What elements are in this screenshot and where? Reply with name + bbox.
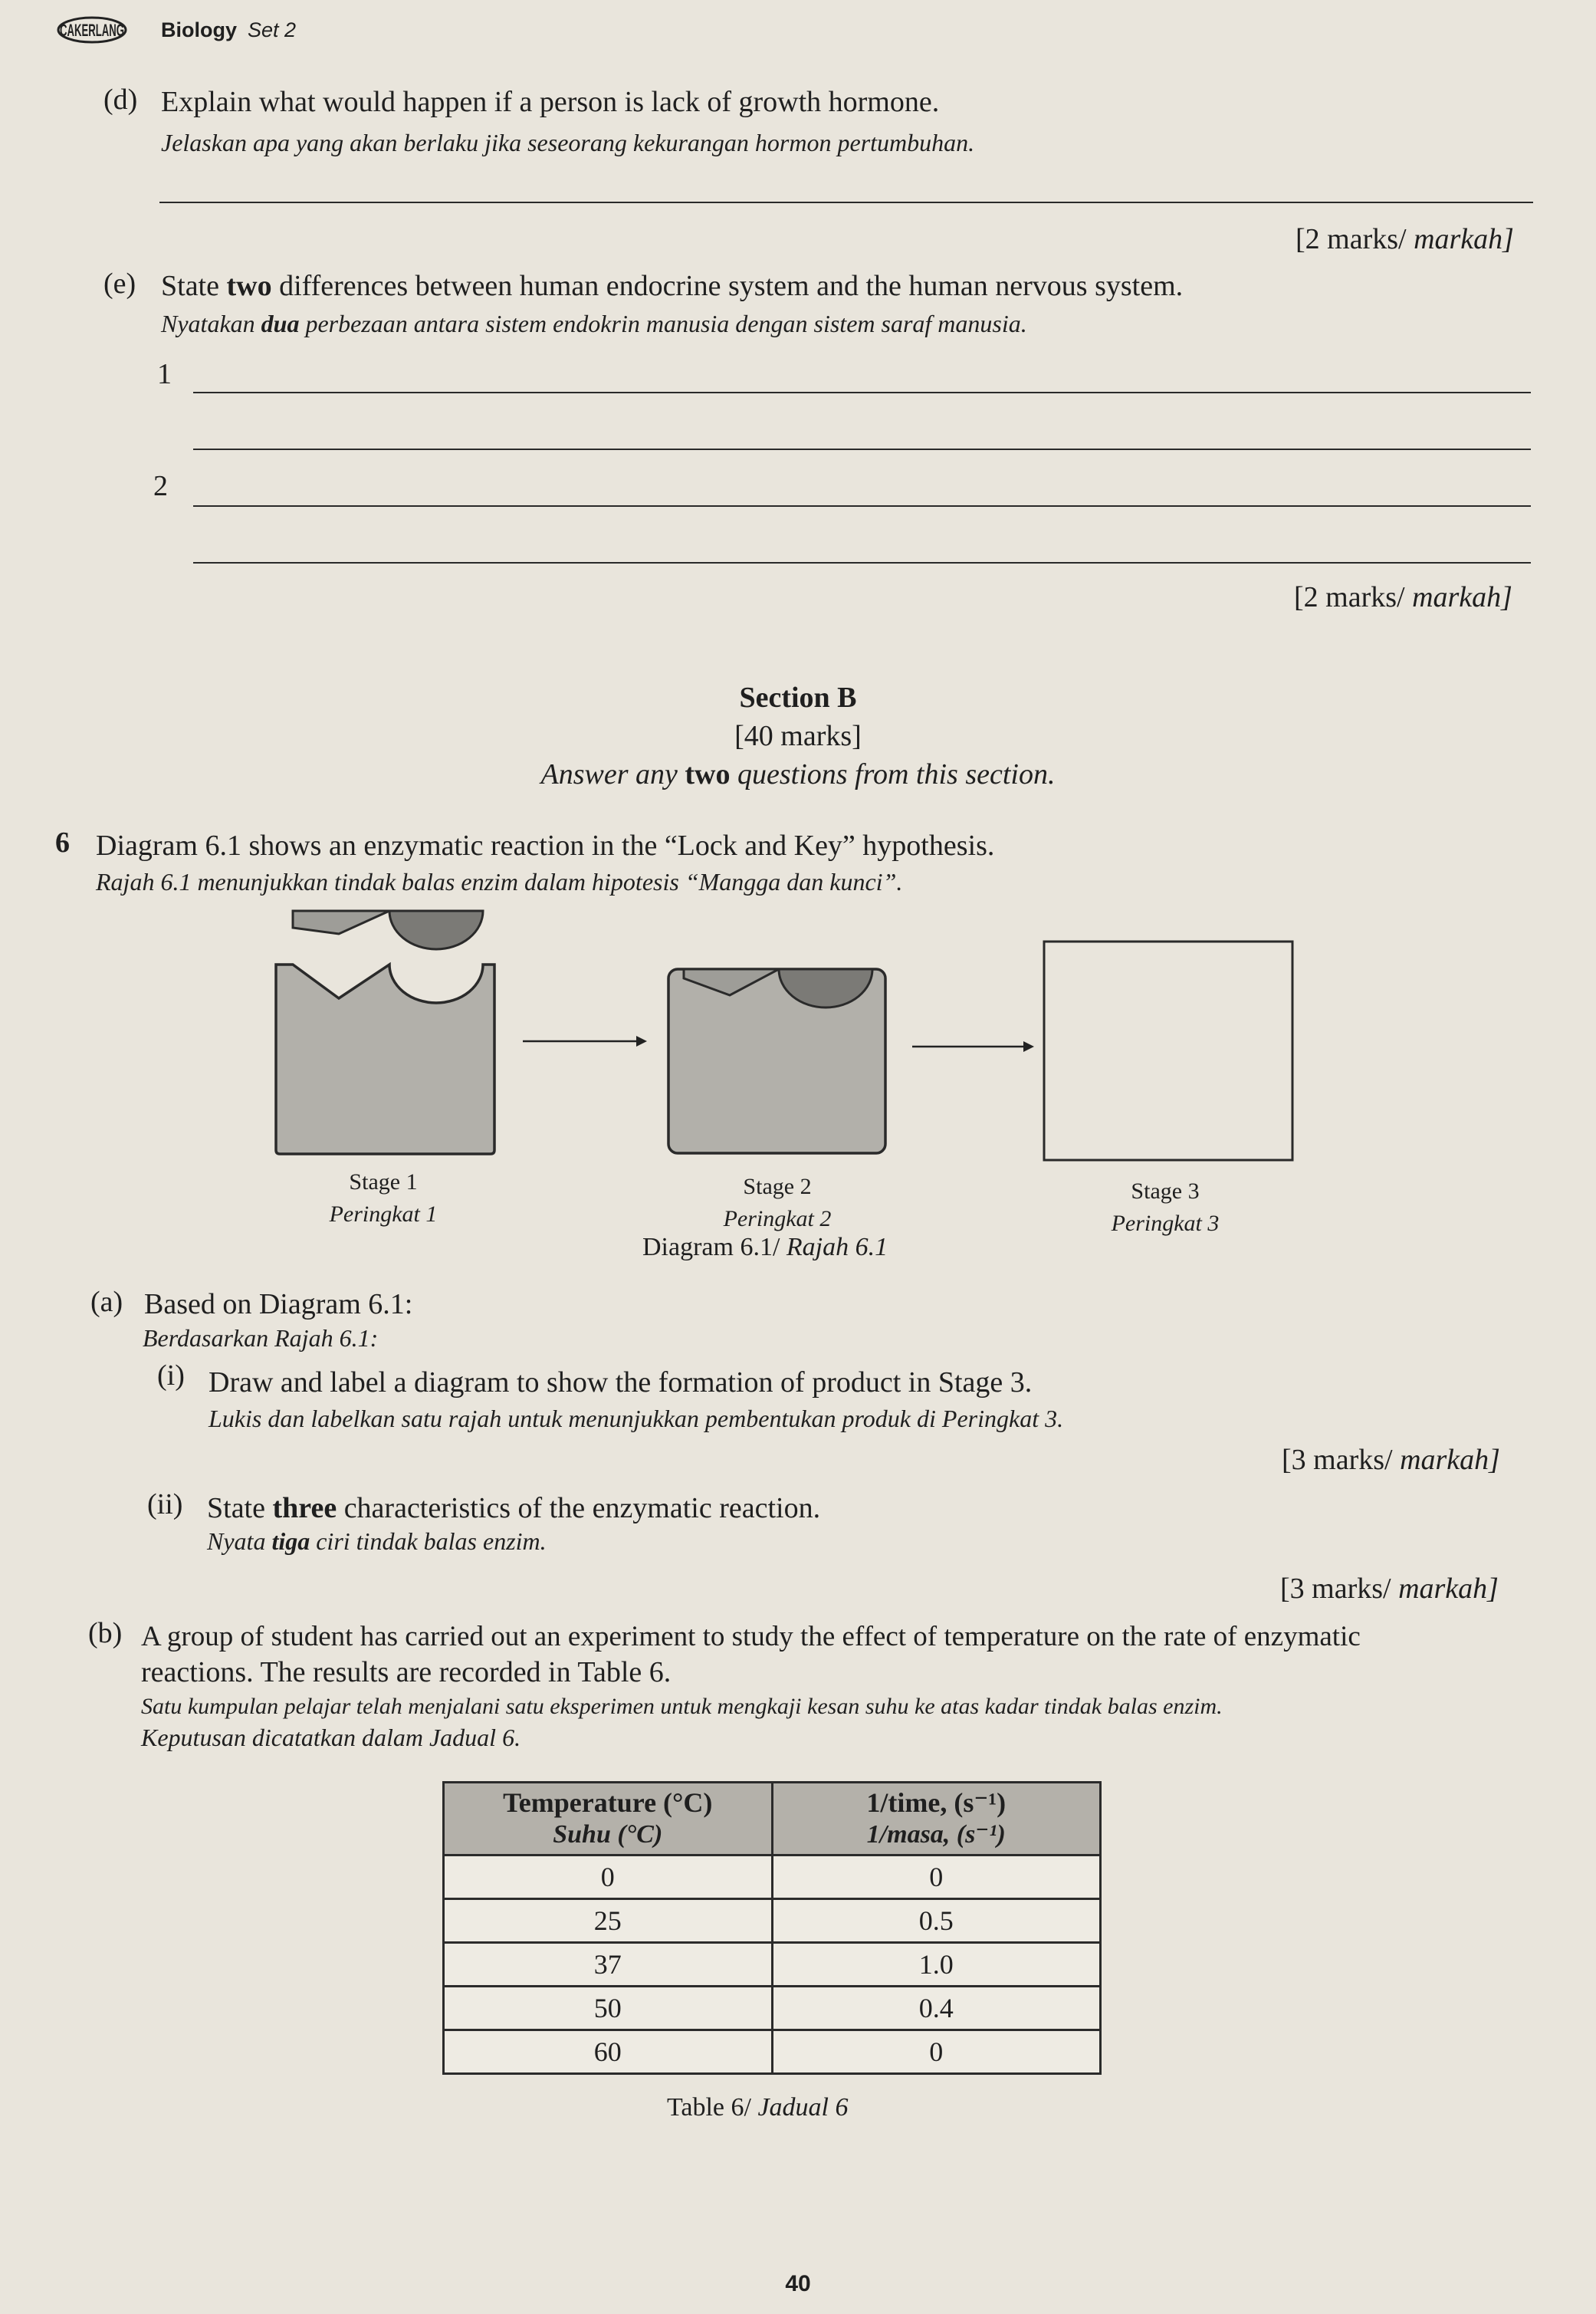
rate-cell: 0.4 (772, 1987, 1101, 2030)
q5e-label: (e) (103, 268, 136, 300)
answer-line[interactable] (159, 202, 1533, 203)
q6a-text-ms: Berdasarkan Rajah 6.1: (143, 1324, 379, 1352)
q6ai-marks: [3 marks/ markah] (1282, 1444, 1500, 1476)
q6b-text-ms-1: Satu kumpulan pelajar telah menjalani satu eksperimen untuk mengkaji kesan suhu ke atas kadar tindak balas enzim. (141, 1694, 1223, 1719)
q6-text-en: Diagram 6.1 shows an enzymatic reaction in the “Lock and Key” hypothesis. (96, 830, 995, 862)
table-header-row (444, 1783, 1101, 1855)
q6-number: 6 (55, 827, 70, 859)
enzyme-substrate-complex (668, 969, 885, 1153)
q6-text-ms: Rajah 6.1 menunjukkan tindak balas enzim dalam hipotesis “Mangga dan kunci”. (96, 868, 903, 896)
table-row (444, 1855, 1101, 1899)
arrow-icon (912, 1041, 1034, 1052)
page-number: 40 (785, 2271, 811, 2296)
q6b-text-en-1: A group of student has carried out an experiment to study the effect of temperature on the rate of enzymatic (141, 1621, 1361, 1652)
temperature-cell: 60 (444, 2030, 773, 2074)
temperature-cell: 50 (444, 1987, 773, 2030)
subject-title: Biology (161, 18, 237, 41)
q6aii-text-ms: Nyata tiga ciri tindak balas enzim. (207, 1527, 547, 1555)
table-caption: Table 6/ Jadual 6 (667, 2093, 849, 2122)
diagram-caption: Diagram 6.1/ Rajah 6.1 (642, 1233, 888, 1261)
table-row (444, 1987, 1101, 2030)
answer-line[interactable] (193, 392, 1531, 393)
q5d-marks: [2 marks/ markah] (1296, 223, 1514, 255)
q5e-text-ms: Nyatakan dua perbezaan antara sistem endokrin manusia dengan sistem saraf manusia. (161, 310, 1027, 337)
answer-line[interactable] (193, 449, 1531, 450)
temperature-cell: 37 (444, 1943, 773, 1987)
rate-cell: 0 (772, 2030, 1101, 2074)
stage-3-caption: Stage 3 Peringkat 3 (1111, 1178, 1220, 1236)
q6b-text-ms-2: Keputusan dicatatkan dalam Jadual 6. (141, 1724, 521, 1751)
q5e-text-en: State two differences between human endocrine system and the human nervous system. (161, 270, 1184, 302)
stage-1-caption: Stage 1 Peringkat 1 (329, 1169, 438, 1227)
q5d-text-en: Explain what would happen if a person is lack of growth hormone. (161, 86, 940, 118)
set-label: Set 2 (248, 18, 297, 41)
q6b-label: (b) (88, 1617, 123, 1649)
q6ai-text-en: Draw and label a diagram to show the formation of product in Stage 3. (209, 1366, 1033, 1399)
answer-line[interactable] (193, 505, 1531, 507)
stage-3-drawing-box[interactable] (1044, 942, 1292, 1160)
section-instruction: Answer any two questions from this section. (540, 758, 1056, 791)
q6b-text-en-2: reactions. The results are recorded in Table 6. (141, 1656, 672, 1688)
section-marks: [40 marks] (734, 720, 862, 752)
publisher-logo (54, 13, 153, 47)
stage-2-caption: Stage 2 Peringkat 2 (723, 1174, 832, 1231)
temperature-cell: 0 (444, 1855, 773, 1899)
answer-line[interactable] (193, 562, 1531, 564)
q6aii-label: (ii) (147, 1488, 183, 1520)
q5d-text-ms: Jelaskan apa yang akan berlaku jika seseorang kekurangan hormon pertumbuhan. (161, 129, 975, 156)
q5d-label: (d) (103, 84, 138, 116)
section-b-heading (0, 679, 1596, 794)
lock-and-key-diagram (261, 905, 1319, 1165)
q6ai-label: (i) (157, 1359, 185, 1392)
header-temperature: Temperature (°C) Suhu (°C) (444, 1783, 773, 1855)
section-title: Section B (739, 682, 857, 714)
answer-number-2: 2 (153, 470, 168, 502)
results-table (442, 1781, 1102, 2075)
enzyme-stage-1 (276, 965, 494, 1154)
q5e-marks: [2 marks/ markah] (1294, 581, 1512, 613)
table-row (444, 1899, 1101, 1943)
rate-cell: 0.5 (772, 1899, 1101, 1943)
q6ai-text-ms: Lukis dan labelkan satu rajah untuk menunjukkan pembentukan produk di Peringkat 3. (209, 1405, 1064, 1432)
answer-number-1: 1 (157, 358, 172, 390)
rate-cell: 0 (772, 1855, 1101, 1899)
temperature-cell: 25 (444, 1899, 773, 1943)
rate-cell: 1.0 (772, 1943, 1101, 1987)
table-row (444, 2030, 1101, 2074)
substrate-molecule (293, 911, 483, 949)
q6aii-marks: [3 marks/ markah] (1280, 1573, 1499, 1605)
q6a-text-en: Based on Diagram 6.1: (144, 1288, 413, 1320)
table-row (444, 1943, 1101, 1987)
q6a-label: (a) (90, 1286, 123, 1318)
svg-text:CAKERLANG: CAKERLANG (60, 21, 124, 40)
q6aii-text-en: State three characteristics of the enzymatic reaction. (207, 1492, 821, 1524)
arrow-icon (523, 1036, 647, 1047)
page-header (54, 11, 296, 49)
header-rate: 1/time, (s⁻¹) 1/masa, (s⁻¹) (772, 1783, 1101, 1855)
